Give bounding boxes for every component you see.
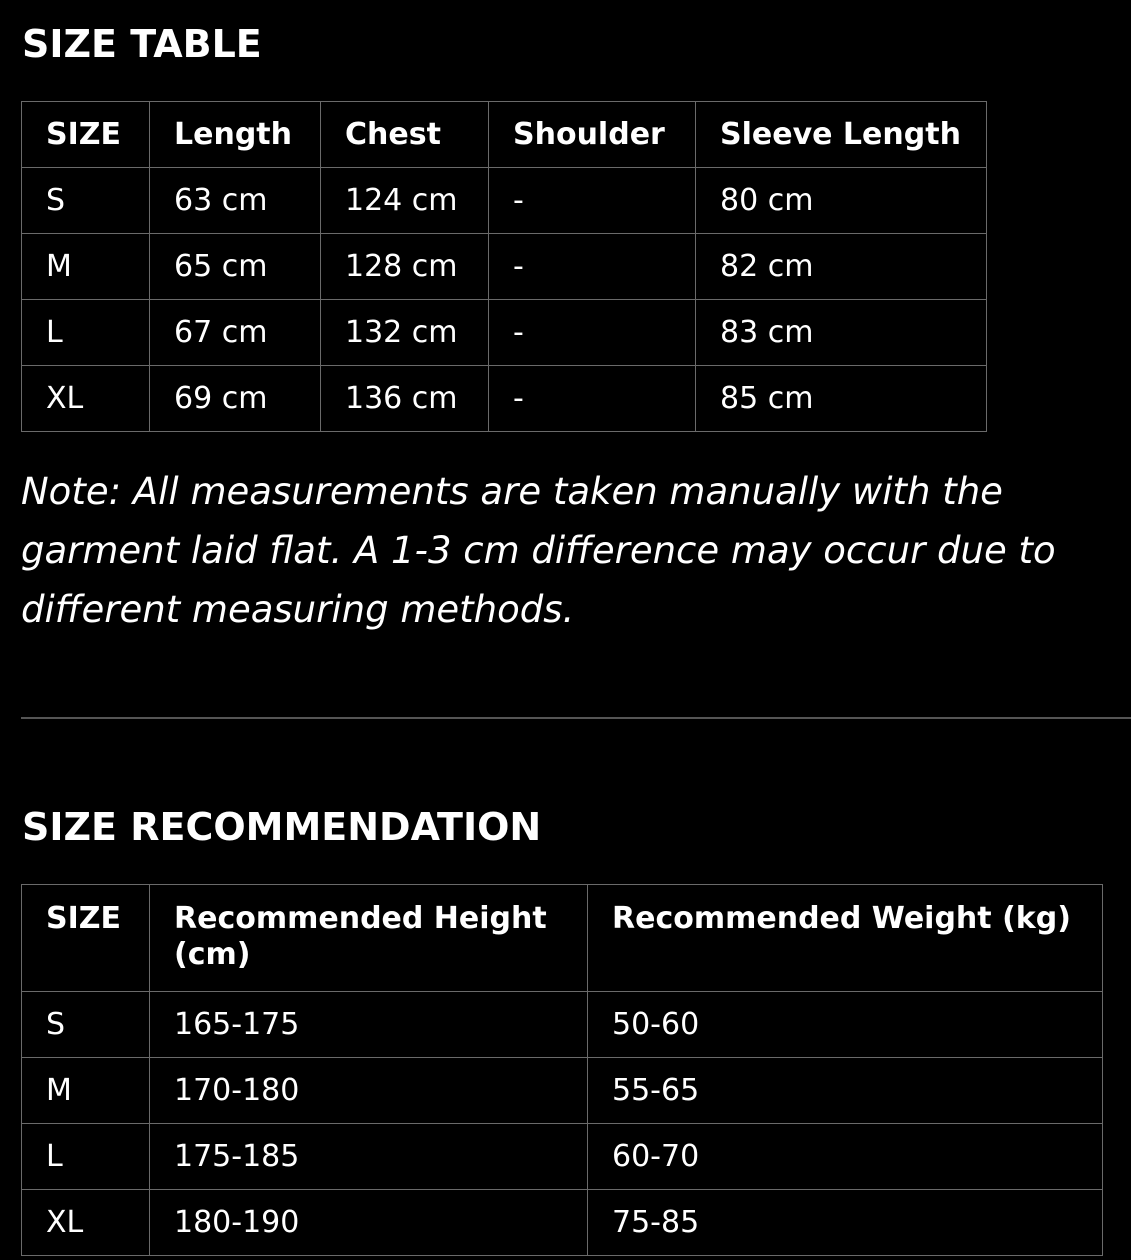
table-row xyxy=(22,234,987,300)
table-cell: 65 cm xyxy=(150,234,321,300)
table-cell: 83 cm xyxy=(696,300,987,366)
table-cell: 124 cm xyxy=(321,168,489,234)
table-row xyxy=(22,1190,1103,1256)
table-cell: 85 cm xyxy=(696,366,987,432)
table-cell: 55-65 xyxy=(588,1058,1103,1124)
table-cell: 170-180 xyxy=(150,1058,588,1124)
table-cell: 80 cm xyxy=(696,168,987,234)
size-table xyxy=(21,101,987,432)
table-header-row xyxy=(22,885,1103,992)
table-cell: XL xyxy=(22,1190,150,1256)
size-recommendation-table xyxy=(21,884,1103,1256)
table-row xyxy=(22,366,987,432)
table-cell: - xyxy=(489,234,696,300)
table-row xyxy=(22,1124,1103,1190)
table-cell: - xyxy=(489,300,696,366)
table-cell: 67 cm xyxy=(150,300,321,366)
note-line: different measuring methods. xyxy=(21,588,575,631)
table-header-row xyxy=(22,102,987,168)
table-cell: L xyxy=(22,1124,150,1190)
table-cell: 175-185 xyxy=(150,1124,588,1190)
column-header-size: SIZE xyxy=(22,102,150,168)
table-cell: L xyxy=(22,300,150,366)
table-cell: M xyxy=(22,1058,150,1124)
note-line: garment laid flat. A 1-3 cm difference may occur due to xyxy=(21,529,1056,572)
table-row xyxy=(22,992,1103,1058)
column-header-recommended-height: Recommended Height (cm) xyxy=(150,885,588,992)
table-cell: 128 cm xyxy=(321,234,489,300)
table-cell: M xyxy=(22,234,150,300)
table-cell: 60-70 xyxy=(588,1124,1103,1190)
table-cell: 69 cm xyxy=(150,366,321,432)
table-row xyxy=(22,300,987,366)
column-header-shoulder: Shoulder xyxy=(489,102,696,168)
table-cell: 136 cm xyxy=(321,366,489,432)
table-cell: 165-175 xyxy=(150,992,588,1058)
note-line: Note: All measurements are taken manually with the xyxy=(21,470,1003,513)
table-cell: - xyxy=(489,366,696,432)
table-cell: 75-85 xyxy=(588,1190,1103,1256)
column-header-size: SIZE xyxy=(22,885,150,992)
table-cell: S xyxy=(22,992,150,1058)
size-recommendation-title: SIZE RECOMMENDATION xyxy=(22,805,542,849)
table-cell: S xyxy=(22,168,150,234)
table-cell: - xyxy=(489,168,696,234)
column-header-chest: Chest xyxy=(321,102,489,168)
column-header-sleeve-length: Sleeve Length xyxy=(696,102,987,168)
table-cell: 50-60 xyxy=(588,992,1103,1058)
size-table-title: SIZE TABLE xyxy=(22,22,262,66)
column-header-length: Length xyxy=(150,102,321,168)
table-cell: 63 cm xyxy=(150,168,321,234)
measurement-note xyxy=(21,462,1131,639)
section-divider xyxy=(21,717,1131,719)
table-cell: 132 cm xyxy=(321,300,489,366)
table-row xyxy=(22,1058,1103,1124)
table-cell: 82 cm xyxy=(696,234,987,300)
table-row xyxy=(22,168,987,234)
column-header-recommended-weight: Recommended Weight (kg) xyxy=(588,885,1103,992)
table-cell: 180-190 xyxy=(150,1190,588,1256)
table-cell: XL xyxy=(22,366,150,432)
